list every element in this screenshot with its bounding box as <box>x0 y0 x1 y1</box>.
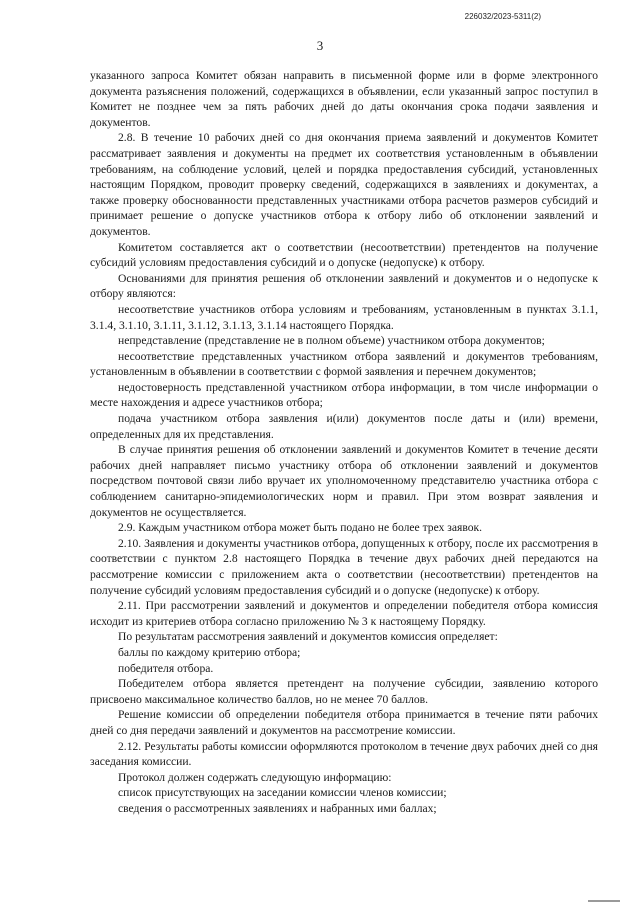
paragraph: Комитетом составляется акт о соответствии (несоответствии) претендентов на получение субсидий условиям предоставления субсидий и о допуске (недопуске) к отбору. <box>90 240 598 270</box>
paragraph: Решение комиссии об определении победителя отбора принимается в течение пяти рабочих дней со дня передачи заявлений и документов на рассмотрение комиссии. <box>90 708 598 737</box>
document-body <box>90 68 598 817</box>
paragraph: Основаниями для принятия решения об отклонении заявлений и документов и о недопуске к отбору являются: <box>90 271 598 301</box>
scan-edge-mark <box>588 900 620 902</box>
paragraph: победителя отбора. <box>118 661 214 675</box>
paragraph: подача участником отбора заявления и(или) документов после даты и (или) времени, определенных для их представления. <box>90 412 598 441</box>
paragraph: 2.8. В течение 10 рабочих дней со дня окончания приема заявлений и документов Комитет рассматривает заявления и документы на предмет их соответствия установленным в объявлении требованиям, на соблюдение условий, целей и порядка предоставления субсидий, установленных настоящим Порядком, проводит проверку сведений, содержащихся в заявлениях и документах, а также проверку обоснованности представленных участниками отбора расчетов размеров субсидий и принимает решение о допуске участников отбора к отбору либо об отклонении заявлений и документов. <box>90 131 598 238</box>
page-number: 3 <box>316 38 324 53</box>
paragraph: баллы по каждому критерию отбора; <box>118 645 301 659</box>
document-id: 226032/2023-5311(2) <box>464 12 541 21</box>
paragraph: Протокол должен содержать следующую информацию: <box>118 770 392 784</box>
paragraph: 2.12. Результаты работы комиссии оформляются протоколом в течение двух рабочих дней со дня заседания комиссии. <box>90 739 598 769</box>
paragraph: Победителем отбора является претендент на получение субсидии, заявлению которого присвоено максимальное количество баллов, но не менее 70 баллов. <box>90 677 598 706</box>
paragraph: 2.11. При рассмотрении заявлений и документов и определении победителя отбора комиссия исходит из критериев отбора согласно приложению № 3 к настоящему Порядку. <box>90 599 598 628</box>
paragraph: В случае принятия решения об отклонении заявлений и документов Комитет в течение десяти рабочих дней направляет письмо участнику отбора об отклонении заявлений и документов посредством почтовой связи либо вручает их уполномоченному представителю участника отбора с соблюдением санитарно-эпидемиологических норм и правил. При этом возврат заявления и документов не осуществляется. <box>90 443 598 519</box>
paragraph: 2.10. Заявления и документы участников отбора, допущенных к отбору, после их рассмотрения в соответствии с пунктом 2.8 настоящего Порядка в течение двух рабочих дней передаются на рассмотрение комиссии с приложением акта о соответствии (несоответствии) претендентов на получение субсидий условиям предоставления субсидий и о допуске (недопуске) к отбору. <box>90 536 598 597</box>
paragraph: указанного запроса Комитет обязан направить в письменной форме или в форме электронного документа разъяснения положений, содержащихся в объявлении, если указанный запрос поступил в Комитет не позднее чем за пять рабочих дней до даты окончания срока подачи заявления и документов. <box>90 69 598 129</box>
paragraph: недостоверность представленной участником отбора информации, в том числе информации о месте нахождения и адресе участников отбора; <box>90 380 598 410</box>
paragraph: непредставление (представление не в полном объеме) участником отбора документов; <box>118 334 545 348</box>
paragraph: список присутствующих на заседании комиссии членов комиссии; <box>118 786 447 800</box>
paragraph: 2.9. Каждым участником отбора может быть подано не более трех заявок. <box>118 521 483 535</box>
paragraph: несоответствие представленных участником отбора заявлений и документов требованиям, установленным в объявлении в соответствии с формой заявления и перечнем документов; <box>90 349 598 379</box>
paragraph: По результатам рассмотрения заявлений и документов комиссия определяет: <box>118 630 498 644</box>
paragraph: сведения о рассмотренных заявлениях и набранных ими баллах; <box>118 801 437 815</box>
paragraph: несоответствие участников отбора условиям и требованиям, установленным в пунктах 3.1.1, 3.1.4, 3.1.10, 3.1.11, 3.1.12, 3.1.13, 3.1.14 настоящего Порядка. <box>90 302 598 332</box>
